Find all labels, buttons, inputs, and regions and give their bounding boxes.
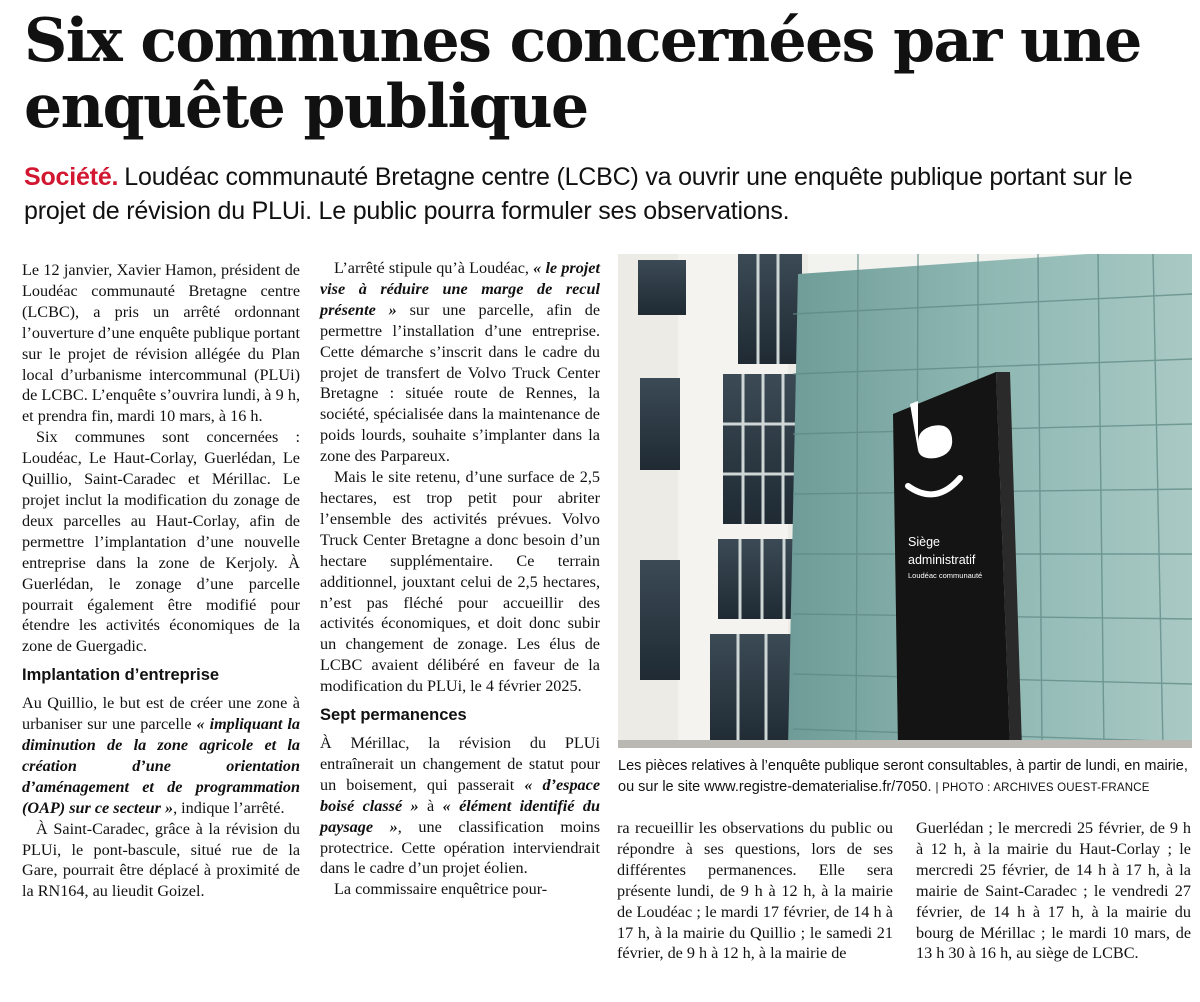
sign-text-2: administratif bbox=[908, 553, 976, 567]
quote: « le projet vise à réduire une marge de recul présente » bbox=[320, 259, 600, 319]
sign-text-1: Siège bbox=[908, 535, 940, 549]
quote: « d’espace boisé classé » bbox=[320, 775, 601, 815]
text: Au Quillio, le but est de créer une zone à urbaniser sur une parcelle bbox=[22, 694, 300, 734]
quote: « élément identifié du paysage » bbox=[320, 796, 600, 836]
paragraph bbox=[22, 693, 300, 818]
paragraph: Mais le site retenu, d’une surface de 2,5 hectares, est trop petit pour abriter l’ensemble des activités prévues. Volvo Truck Center Bretagne a donc besoin d’un hectare supplémentaire. Ce terrain additionnel, jouxtant celui de 2,5 hectares, n’est pas fléché pour accueillir des activités économiques, et doit donc subir un changement de zonage. Les élus de LCBC avaient délibéré en faveur de la modification du PLUi, le 4 février 2025. bbox=[320, 468, 600, 696]
building-illustration bbox=[618, 254, 1192, 748]
column-2 bbox=[320, 258, 600, 900]
sign-text-3: Loudéac communauté bbox=[908, 571, 983, 580]
paragraph: Guerlédan ; le mercredi 25 février, de 9 h à 12 h, à la mairie du Haut-Corlay ; le mercredi 25 février, de 14 h à 17 h, à la mairie de Saint-Caradec ; le vendredi 27 février, de 14 h à 17 h, à la mairie du bourg de Mérillac ; le mardi 10 mars, de 13 h 30 à 16 h, au siège de LCBC. bbox=[916, 819, 1191, 963]
paragraph: À Saint-Caradec, grâce à la révision du PLUi, le pont-bascule, situé rue de la Gare, pourrait être déplacé à proximité de la RN164, au lieudit Goizel. bbox=[22, 819, 300, 901]
paragraph: Six communes sont concernées : Loudéac, Le Haut-Corlay, Guerlédan, Le Quillio, Saint-Caradec et Mérillac. Le projet inclut la modification du zonage de deux parcelles au Haut-Corlay, afin de permettre l’implantation d’une nouvelle entreprise dans la zone de Kerjoly. À Guerlédan, le zonage d’une parcelle pourrait également être modifié pour étendre les activités économiques de la zone de Guergadic. bbox=[22, 428, 300, 656]
text: sur une parcelle, afin de permettre l’installation d’une entreprise. Cette démarche s’inscrit dans le cadre du projet de transfert de Volvo Truck Center Bretagne : située route de Rennes, la société, spécialisée dans la maintenance de poids lourds, souhaite s’implanter dans la zone des Parpareux. bbox=[320, 300, 601, 466]
subheading-permanences: Sept permanences bbox=[320, 706, 467, 725]
text: , une classification moins protectrice. Cette opération interviendrait dans le cadre d’un projet éolien. bbox=[320, 817, 601, 878]
text: à bbox=[418, 796, 443, 815]
column-4 bbox=[916, 818, 1191, 964]
caption-text: Les pièces relatives à l’enquête publique seront consultables, à partir de lundi, en mairie, ou sur le site www.registre-dematerialise.fr/7050. bbox=[618, 758, 1188, 795]
article-title: Six communes concernées par une enquête publique bbox=[24, 6, 1141, 142]
text: À Mérillac, la révision du PLUi entraînerait un changement de statut pour un boisement, qui passerait bbox=[320, 734, 600, 794]
text: L’arrêté stipule qu’à Loudéac, bbox=[334, 259, 534, 277]
column-1 bbox=[22, 260, 300, 902]
article-lede bbox=[24, 160, 1189, 228]
paragraph bbox=[320, 733, 600, 879]
photo-caption bbox=[618, 756, 1192, 799]
building-photo bbox=[618, 254, 1192, 748]
quote: « impliquant la diminution de la zone agricole et la création d’une orientation d’aménagement et de programmation (OAP) sur ce secteur » bbox=[22, 715, 300, 817]
column-3 bbox=[617, 818, 893, 964]
paragraph: Le 12 janvier, Xavier Hamon, président de Loudéac communauté Bretagne centre (LCBC), a pris un arrêté ordonnant l’ouverture d’une enquête publique portant sur le projet de révision allégée du Plan local d’urbanisme intercommunal (PLUi) de LCBC. L’enquête s’ouvrira lundi, à 9 h, et prendra fin, mardi 10 mars, à 16 h. bbox=[22, 261, 300, 426]
subheading-implantation: Implantation d’entreprise bbox=[22, 666, 220, 685]
article-kicker: Société. bbox=[24, 163, 119, 191]
paragraph: La commissaire enquêtrice pour- bbox=[334, 880, 548, 899]
paragraph: ra recueillir les observations du public ou répondre à ses questions, lors de ses différentes permanences. Elle sera présente lundi, de 9 h à 12 h, à la mairie de Loudéac ; le mardi 17 février, de 14 h à 17 h, à la mairie du Quillio ; le samedi 21 février, de 9 h à 12 h, à la mairie de bbox=[617, 819, 893, 963]
paragraph bbox=[320, 258, 600, 467]
lede-text: Loudéac communauté Bretagne centre (LCBC) va ouvrir une enquête publique portant sur le projet de révision du PLUi. Le public pourra formuler ses observations. bbox=[24, 163, 1133, 225]
text: , indique l’arrêté. bbox=[173, 798, 285, 817]
photo-credit: | PHOTO : ARCHIVES OUEST-FRANCE bbox=[935, 782, 1150, 794]
